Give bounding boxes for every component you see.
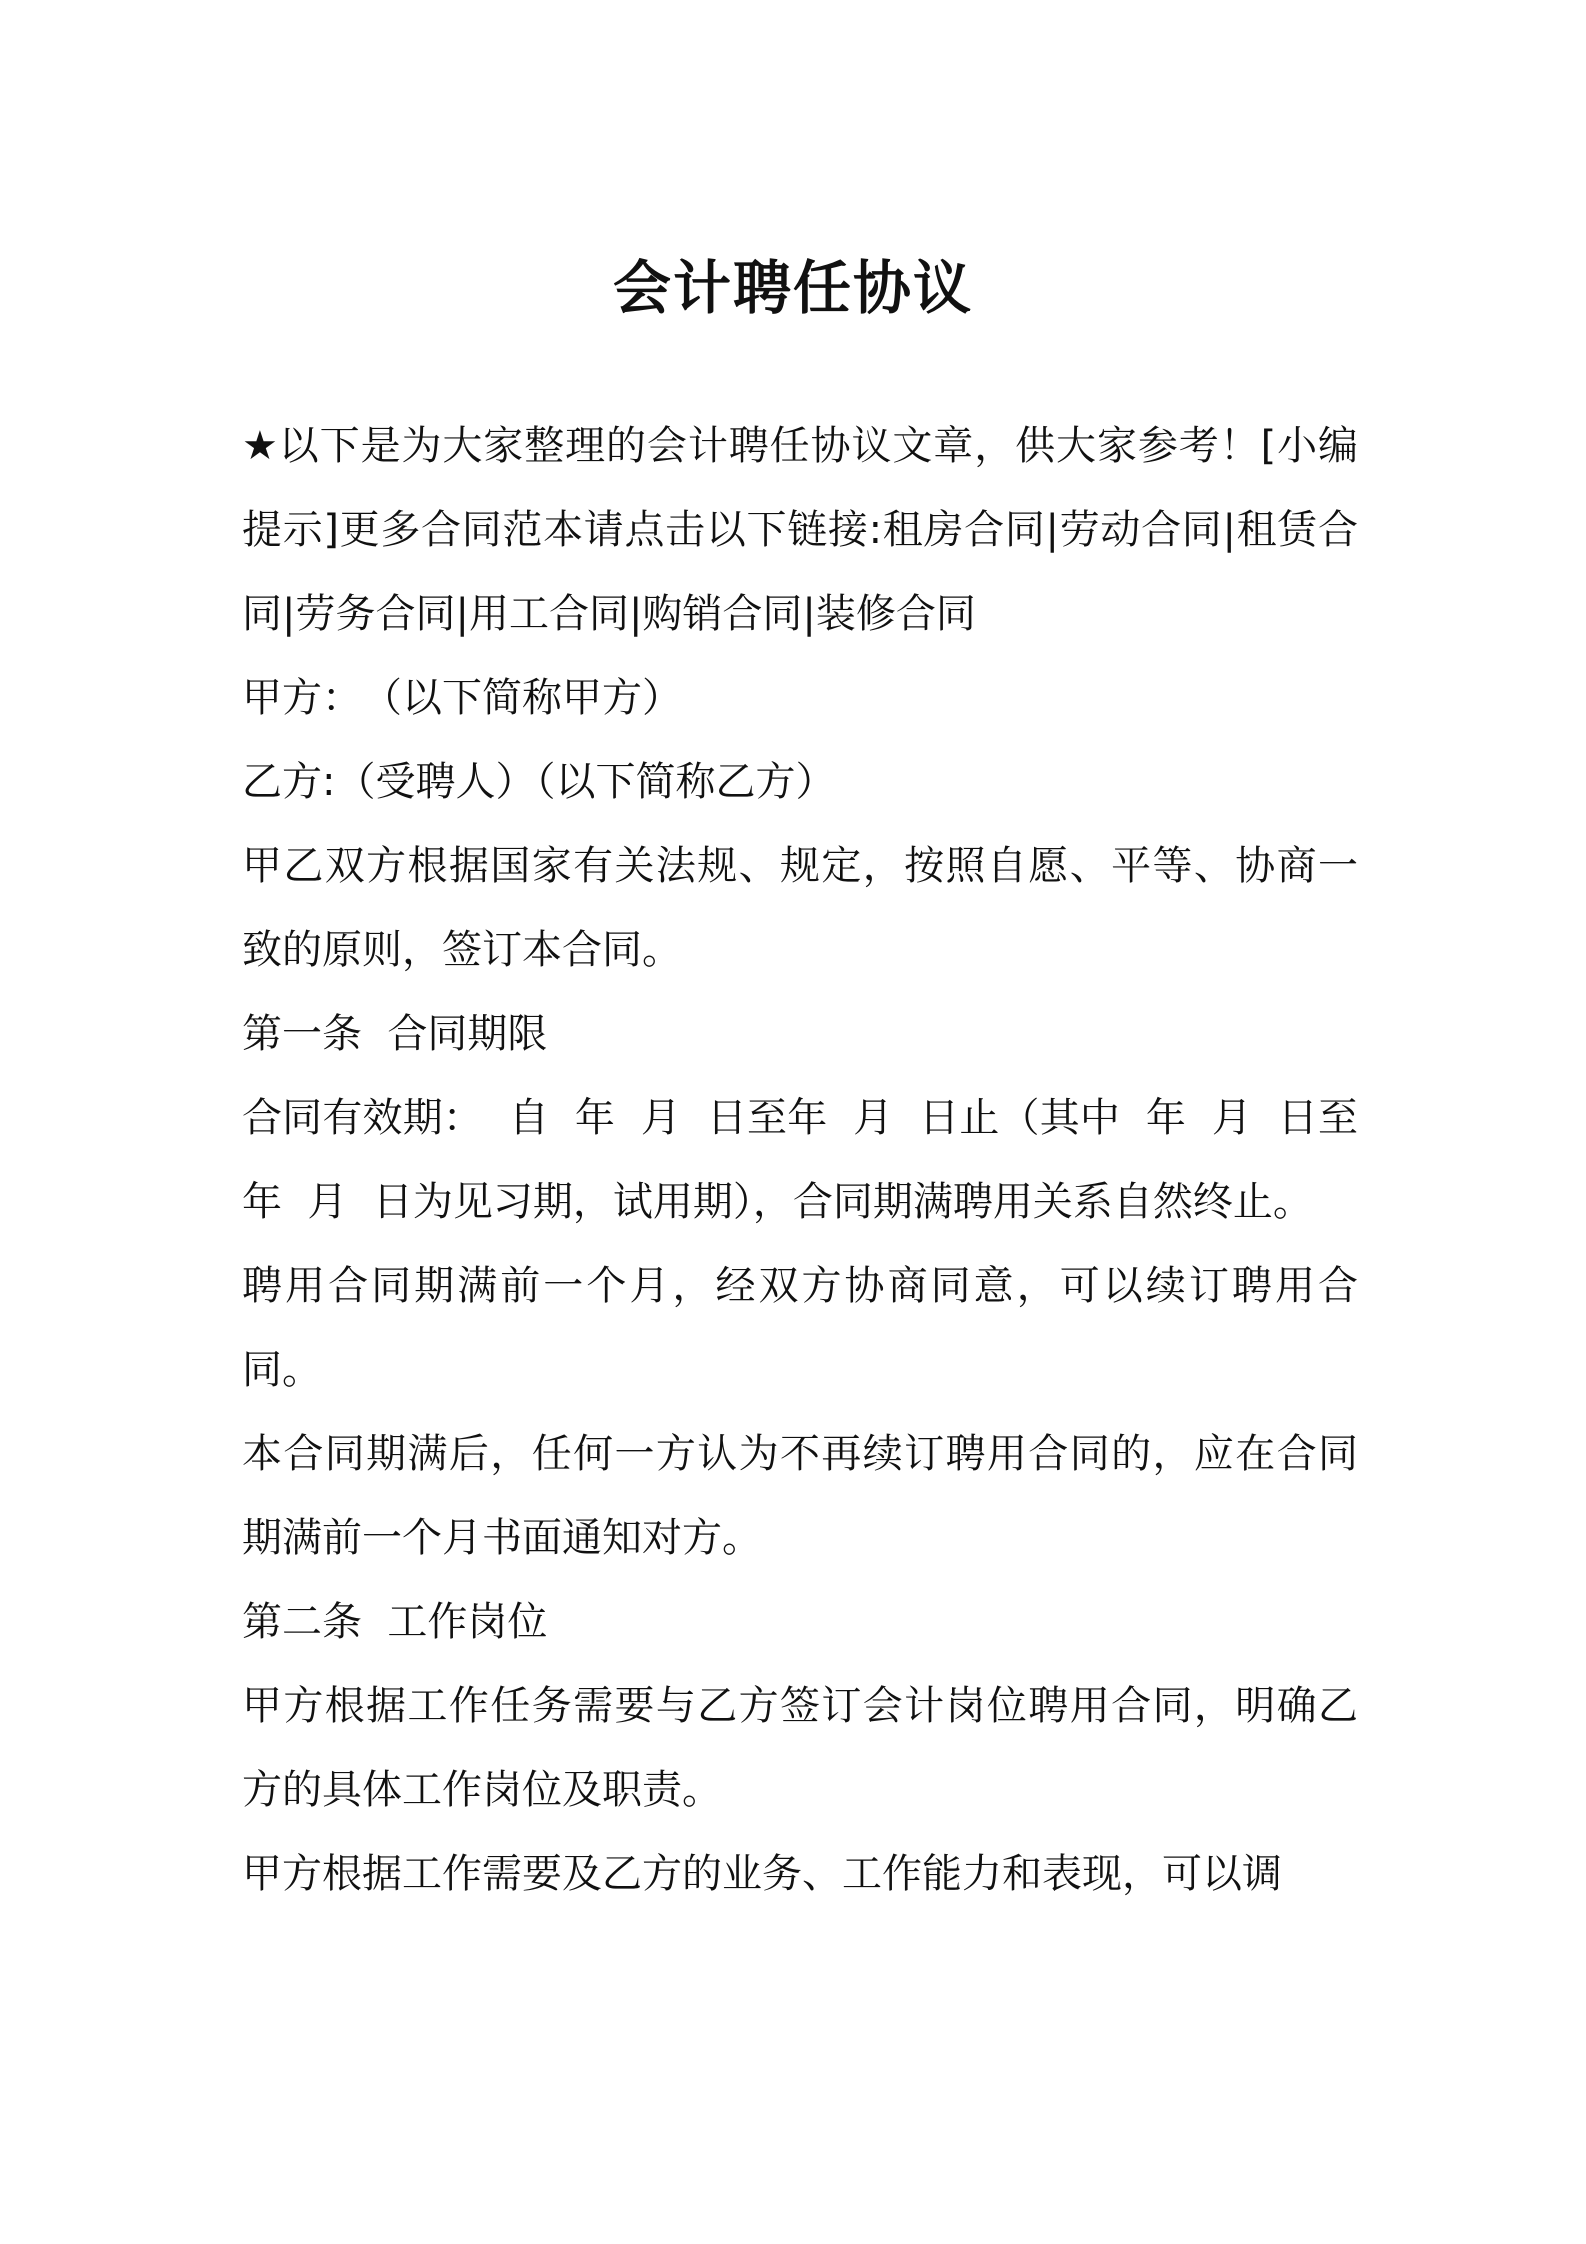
document-title: 会计聘任协议	[612, 254, 973, 322]
party-b-line: 乙方:（受聘人）（以下简称乙方）	[242, 759, 836, 805]
contract-term-paragraph: 合同有效期： 自 年 月 日至年 月 日止（其中 年 月 日至 年 月 日为见习期，试用期），合同期满聘用关系自然终止。	[242, 1095, 1384, 1225]
preamble-paragraph: 甲乙双方根据国家有关法规、规定，按照自愿、平等、协商一致的原则，签订本合同。	[242, 843, 1358, 973]
document-body	[242, 404, 1384, 1916]
article-1-heading: 第一条 合同期限	[242, 1011, 548, 1057]
termination-notice-paragraph: 本合同期满后，任何一方认为不再续订聘用合同的，应在合同期满前一个月书面通知对方。	[242, 1431, 1358, 1561]
article-2-heading: 第二条 工作岗位	[242, 1599, 548, 1645]
adjustment-paragraph: 甲方根据工作需要及乙方的业务、工作能力和表现，可以调	[242, 1851, 1282, 1897]
renewal-paragraph: 聘用合同期满前一个月，经双方协商同意，可以续订聘用合同。	[242, 1263, 1358, 1393]
party-a-line: 甲方： （以下简称甲方）	[242, 675, 682, 721]
position-paragraph: 甲方根据工作任务需要与乙方签订会计岗位聘用合同，明确乙方的具体工作岗位及职责。	[242, 1683, 1358, 1813]
intro-paragraph: ★以下是为大家整理的会计聘任协议文章，供大家参考！[小编提示]更多合同范本请点击以下链接:租房合同|劳动合同|租赁合同|劳务合同|用工合同|购销合同|装修合同	[242, 423, 1358, 637]
